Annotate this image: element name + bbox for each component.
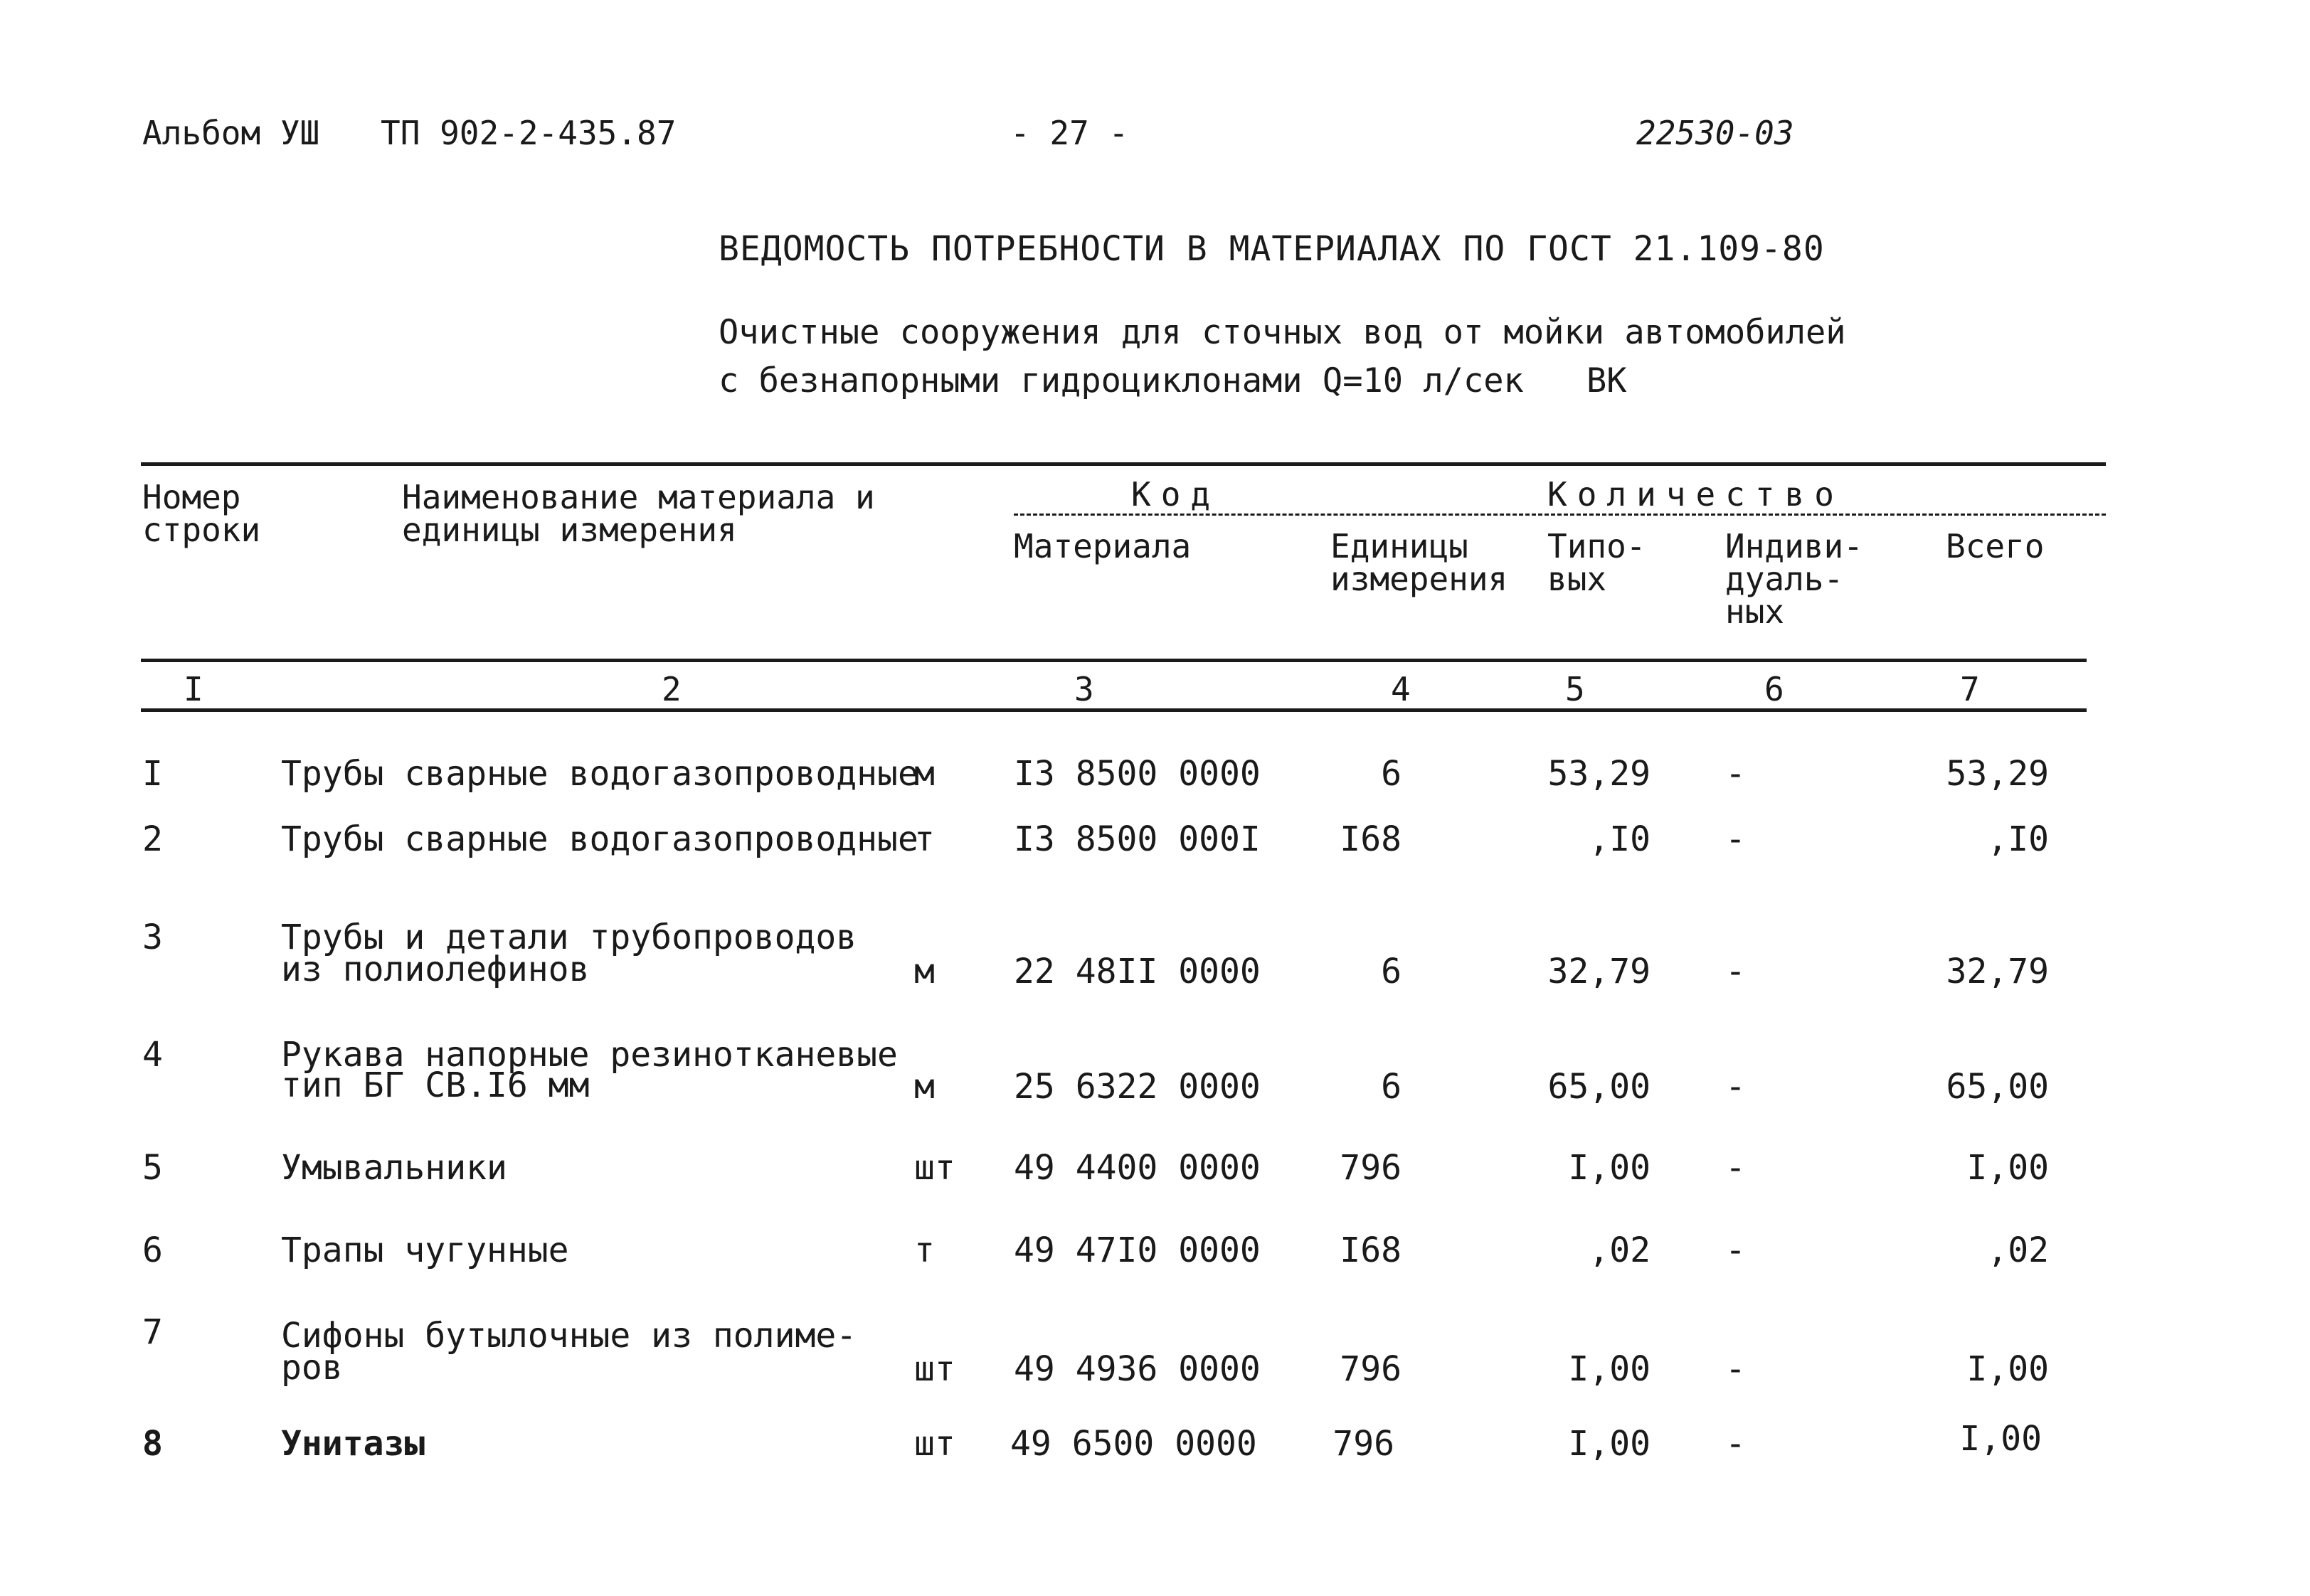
header-row-num-line-1: Номер (142, 478, 241, 516)
row-number: 7 (142, 1312, 163, 1352)
material-name-line-1: Трубы и детали трубопроводов (281, 917, 857, 957)
header-name-line-1: Наименование материала и (402, 478, 875, 516)
material-code: 25 6322 0000 (1014, 1067, 1261, 1107)
row-number: 5 (142, 1148, 163, 1188)
unit-label: шт (914, 1349, 955, 1389)
typical-quantity: 32,79 (1547, 952, 1651, 991)
individual-quantity: - (1725, 819, 1746, 859)
column-number-1: I (184, 670, 203, 708)
row-number: 2 (142, 819, 163, 859)
header-typical-line-2: вых (1547, 560, 1607, 598)
header-quantity-group: Количество (1547, 475, 1844, 514)
project-number: ТП 902-2-435.87 (381, 114, 677, 152)
total-quantity: 65,00 (1946, 1067, 2049, 1107)
typical-quantity: ,02 (1589, 1230, 1651, 1270)
individual-quantity: - (1725, 1424, 1746, 1464)
unit-label: м (914, 952, 935, 991)
material-name-line-1: Рукава напорные резинотканевые (281, 1035, 898, 1075)
header-individual-line-2: дуаль- (1725, 560, 1844, 598)
typical-quantity: I,00 (1568, 1424, 1651, 1464)
individual-quantity: - (1725, 1349, 1746, 1389)
total-quantity: 32,79 (1946, 952, 2049, 991)
unit-label: шт (914, 1148, 955, 1188)
header-material: Материала (1014, 527, 1192, 565)
header-quantity-dash-rule (1551, 514, 2106, 516)
table-top-rule (141, 462, 2106, 466)
material-name: Трапы чугунные (281, 1230, 569, 1270)
total-quantity: I,00 (1959, 1419, 2042, 1459)
row-number: 8 (142, 1424, 163, 1464)
total-quantity: I,00 (1966, 1349, 2049, 1389)
unit-label: т (914, 819, 935, 859)
material-code: 49 4400 0000 (1014, 1148, 1261, 1188)
unit-label: м (914, 1067, 935, 1107)
unit-code: I68 (1340, 819, 1402, 859)
page-title: ВЕДОМОСТЬ ПОТРЕБНОСТИ В МАТЕРИАЛАХ ПО ГОСТ 21.109-80 (719, 229, 1825, 269)
material-code: I3 8500 000I (1014, 819, 1261, 859)
material-name: Унитазы (281, 1424, 425, 1464)
document-code: 22530-03 (1636, 114, 1794, 152)
column-number-6: 6 (1764, 670, 1784, 708)
row-number: 6 (142, 1230, 163, 1270)
unit-code: 796 (1340, 1148, 1402, 1188)
column-number-5: 5 (1565, 670, 1585, 708)
column-number-2: 2 (662, 670, 682, 708)
typical-quantity: 65,00 (1547, 1067, 1651, 1107)
column-number-4: 4 (1391, 670, 1411, 708)
material-name-line-1: Сифоны бутылочные из полиме- (281, 1316, 857, 1356)
subtitle-code: ВК (1586, 361, 1627, 400)
unit-code: 6 (1381, 1067, 1402, 1107)
material-code: 49 6500 0000 (1010, 1424, 1257, 1464)
header-unit-line-2: измерения (1330, 560, 1508, 598)
page-number: - 27 - (1010, 114, 1129, 152)
column-numbers-rule (141, 708, 2087, 712)
individual-quantity: - (1725, 1067, 1746, 1107)
unit-label: м (914, 754, 935, 794)
header-bottom-rule (141, 659, 2087, 662)
material-name: Умывальники (281, 1148, 507, 1188)
individual-quantity: - (1725, 1148, 1746, 1188)
material-name-line-2: ров (281, 1348, 343, 1388)
header-code-group: Код (1131, 475, 1221, 514)
typical-quantity: ,I0 (1589, 819, 1651, 859)
header-individual-line-3: ных (1725, 592, 1785, 631)
header-row-num-line-2: строки (142, 511, 261, 549)
total-quantity: ,I0 (1987, 819, 2049, 859)
typical-quantity: 53,29 (1547, 754, 1651, 794)
individual-quantity: - (1725, 952, 1746, 991)
album-label: Альбом УШ (142, 114, 320, 152)
column-number-7: 7 (1960, 670, 1980, 708)
unit-code: 6 (1381, 952, 1402, 991)
material-code: 22 48II 0000 (1014, 952, 1261, 991)
material-code: I3 8500 0000 (1014, 754, 1261, 794)
material-code: 49 47I0 0000 (1014, 1230, 1261, 1270)
unit-code: 6 (1381, 754, 1402, 794)
material-code: 49 4936 0000 (1014, 1349, 1261, 1389)
material-name: Трубы сварные водогазопроводные (281, 819, 918, 859)
material-name-line-2: тип БГ СВ.I6 мм (281, 1065, 590, 1105)
header-individual-line-1: Индиви- (1725, 527, 1863, 565)
unit-label: шт (914, 1424, 955, 1464)
header-total: Всего (1946, 527, 2045, 565)
subtitle-line-1: Очистные сооружения для сточных вод от мойки автомобилей (719, 313, 1846, 352)
total-quantity: 53,29 (1946, 754, 2049, 794)
typical-quantity: I,00 (1568, 1148, 1651, 1188)
header-typical-line-1: Типо- (1547, 527, 1646, 565)
unit-label: т (914, 1230, 935, 1270)
material-name-line-2: из полиолефинов (281, 949, 590, 989)
individual-quantity: - (1725, 754, 1746, 794)
total-quantity: ,02 (1987, 1230, 2049, 1270)
subtitle-line-2: с безнапорными гидроциклонами Q=10 л/сек (719, 361, 1524, 400)
header-unit-line-1: Единицы (1330, 527, 1468, 565)
typical-quantity: I,00 (1568, 1349, 1651, 1389)
total-quantity: I,00 (1966, 1148, 2049, 1188)
unit-code: I68 (1340, 1230, 1402, 1270)
header-code-dash-rule (1014, 514, 1562, 516)
header-name-line-2: единицы измерения (402, 511, 737, 549)
row-number: 3 (142, 917, 163, 957)
column-number-3: 3 (1074, 670, 1094, 708)
row-number: I (142, 754, 163, 794)
unit-code: 796 (1333, 1424, 1394, 1464)
individual-quantity: - (1725, 1230, 1746, 1270)
unit-code: 796 (1340, 1349, 1402, 1389)
material-name: Трубы сварные водогазопроводные (281, 754, 918, 794)
row-number: 4 (142, 1035, 163, 1075)
